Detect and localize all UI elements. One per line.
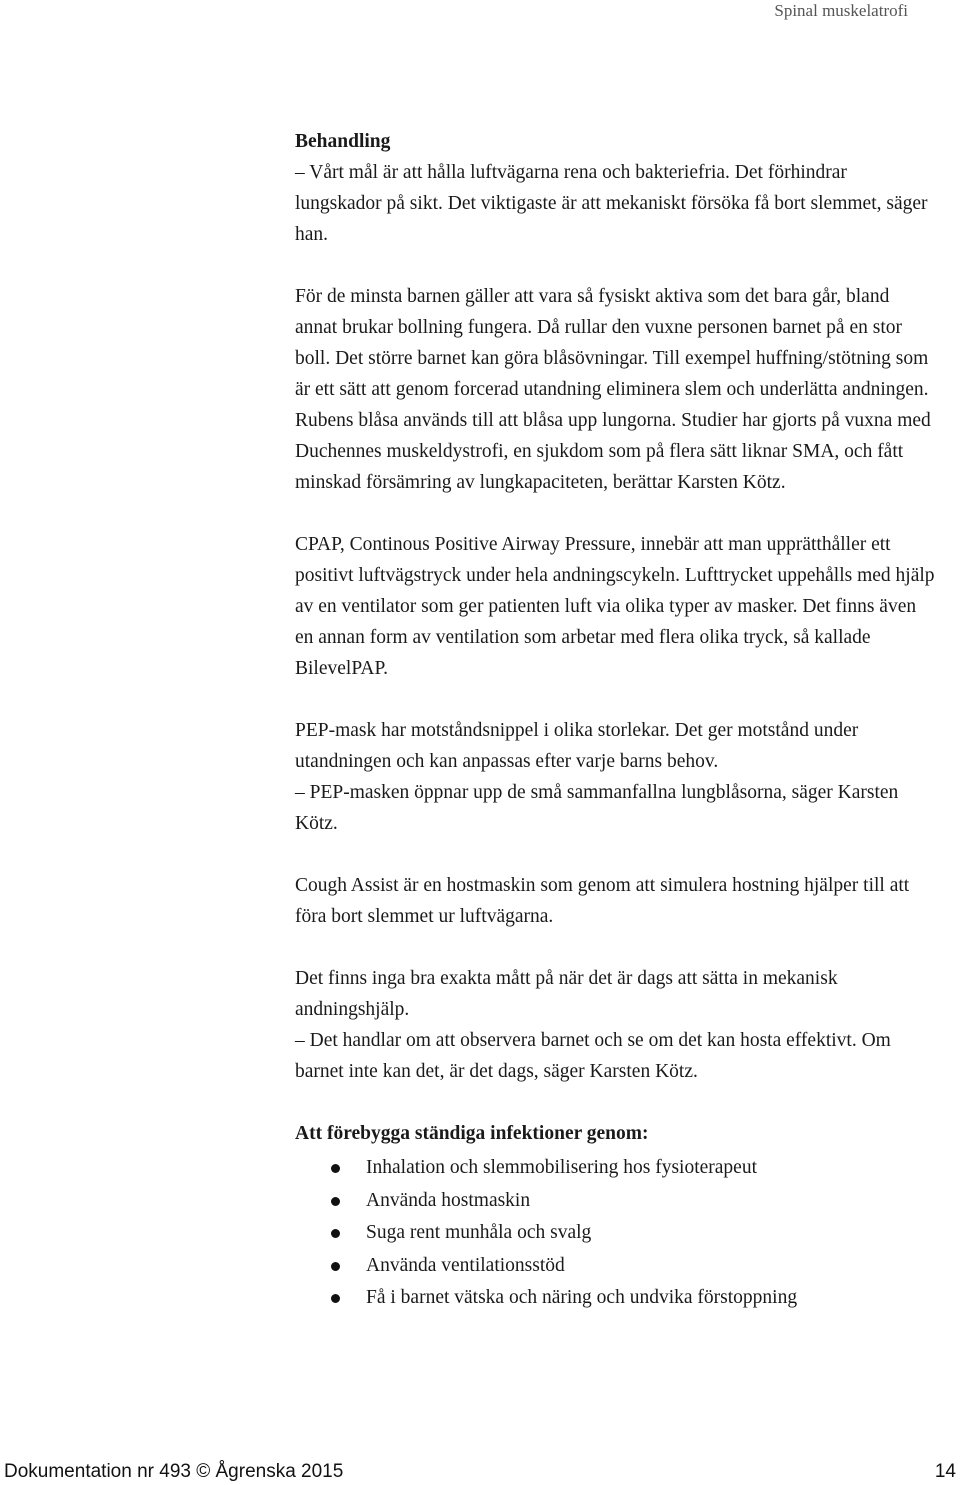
paragraph-measure: Det finns inga bra exakta mått på när det är dags att sätta in mekanisk andningshjälp. bbox=[295, 968, 838, 1020]
paragraph-cough-assist: Cough Assist är en hostmaskin som genom att simulera hostning hjälper till att föra bort slemmet ur luftvägarna. bbox=[295, 875, 910, 927]
spacer bbox=[295, 684, 935, 715]
list-item bbox=[295, 1250, 935, 1283]
running-header: Spinal muskelatrofi bbox=[774, 1, 908, 20]
spacer bbox=[295, 839, 935, 870]
paragraph-pep: PEP-mask har motståndsnippel i olika storlekar. Det ger motstånd under utandningen och kan anpassas efter varje barns behov. bbox=[295, 720, 859, 772]
spacer bbox=[295, 250, 935, 281]
footer-credit: Dokumentation nr 493 © Ågrenska 2015 bbox=[4, 1461, 344, 1482]
bullet-icon bbox=[331, 1164, 340, 1173]
paragraph-observe-quote: – Det handlar om att observera barnet och se om det kan hosta effektivt. Om barnet inte kan det, är det dags, säger Karsten Kötz. bbox=[295, 1030, 891, 1082]
list-item-text: Använda ventilationsstöd bbox=[366, 1254, 565, 1276]
list-item-text: Inhalation och slemmobilisering hos fysioterapeut bbox=[366, 1157, 757, 1178]
prevention-heading: Att förebygga ständiga infektioner genom: bbox=[295, 1123, 649, 1144]
spacer bbox=[295, 498, 935, 529]
bullet-icon bbox=[331, 1262, 340, 1271]
main-content bbox=[295, 126, 935, 1315]
spacer bbox=[295, 1087, 935, 1118]
page-number: 14 bbox=[934, 1461, 956, 1482]
bullet-icon bbox=[331, 1197, 340, 1206]
list-item bbox=[295, 1217, 935, 1250]
list-item-text: Få i barnet vätska och näring och undvika förstoppning bbox=[366, 1287, 798, 1308]
list-item bbox=[295, 1282, 935, 1315]
bullet-icon bbox=[331, 1294, 340, 1303]
spacer bbox=[295, 932, 935, 963]
bullet-icon bbox=[331, 1229, 340, 1238]
paragraph-intro-quote: – Vårt mål är att hålla luftvägarna rena och bakteriefria. Det förhindrar lungskador på sikt. Det viktigaste är att mekaniskt försöka få bort slemmet, säger han. bbox=[295, 162, 928, 245]
paragraph-rubens: Rubens blåsa används till att blåsa upp lungorna. Studier har gjorts på vuxna med Duchennes muskeldystrofi, en sjukdom som på flera sätt liknar SMA, och fått minskad försämring av lungkapaciteten, berättar Karsten Kötz. bbox=[295, 410, 931, 493]
list-item-text: Suga rent munhåla och svalg bbox=[366, 1222, 592, 1243]
paragraph-cpap: CPAP, Continous Positive Airway Pressure, innebär att man upprätthåller ett positivt luftvägstryck under hela andningscykeln. Lufttrycket uppehålls med hjälp av en ventilator som ger patienten luft via olika typer av masker. Det finns även en annan form av ventilation som arbetar med flera olika tryck, så kallade BilevelPAP. bbox=[295, 534, 935, 679]
list-item bbox=[295, 1185, 935, 1218]
paragraph-pep-quote: – PEP-masken öppnar upp de små sammanfallna lungblåsorna, säger Karsten Kötz. bbox=[295, 782, 899, 834]
prevention-list bbox=[295, 1152, 935, 1315]
paragraph-activity: För de minsta barnen gäller att vara så fysiskt aktiva som det bara går, bland annat brukar bollning fungera. Då rullar den vuxne personen barnet på en stor boll. Det större barnet kan göra blåsövningar. Till exempel huffning/stötning som är ett sätt att genom forcerad utandning eliminera slem och underlätta andningen. bbox=[295, 286, 929, 400]
list-item-text: Använda hostmaskin bbox=[366, 1189, 531, 1211]
section-heading: Behandling bbox=[295, 131, 391, 152]
list-item bbox=[295, 1152, 935, 1185]
